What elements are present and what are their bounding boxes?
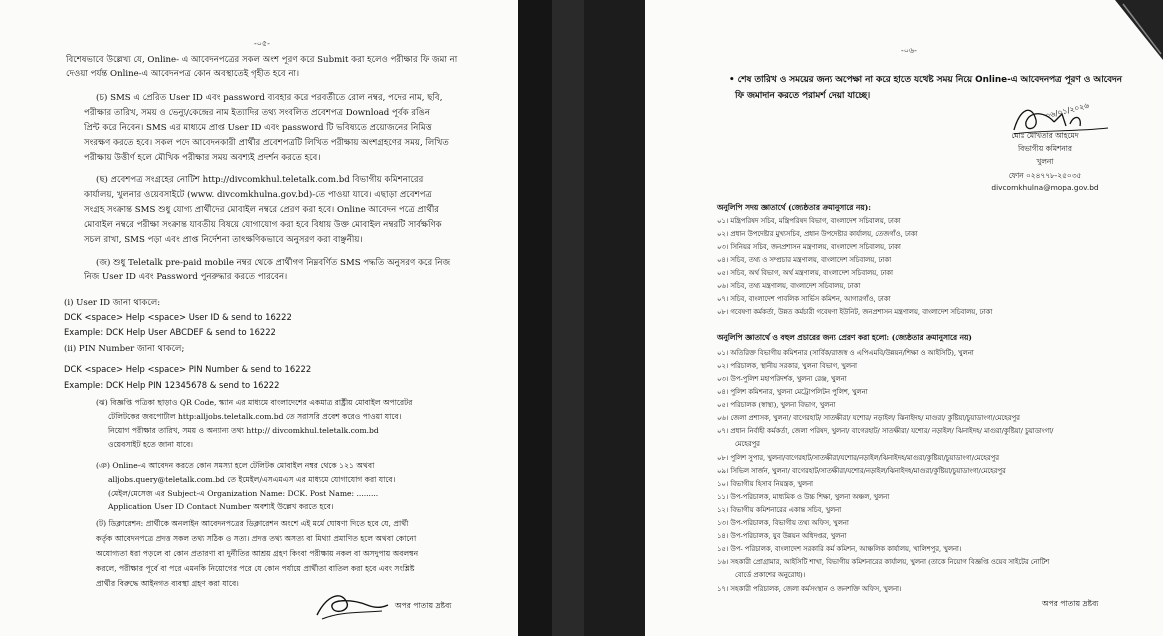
sms-heading: (i) User ID জানা থাকলে: xyxy=(64,298,161,308)
document-page-5 xyxy=(0,0,518,636)
list-item: ১৫। উপ- পরিচালক, বাংলাদেশ সরকারি কর্ম কমিশন, আঞ্চলিক কার্যালয়, খালিশপুর, খুলনা। xyxy=(717,545,962,553)
sms-example: Example: DCK Help User ABCDEF & send to 16222 xyxy=(64,327,276,337)
notice-line: ফি জমাদান করতে পরামর্শ দেয়া যাচ্ছে। xyxy=(735,91,871,101)
para-line: (ট) ডিক্লারেশন: প্রার্থীকে অনলাইন আবেদনপত্রের ডিক্লারেশন অংশে এই মর্মে ঘোষণা দিতে হবে যে, প্রার্থী xyxy=(96,519,409,528)
para-line: (জ) শুধু Teletalk pre-paid mobile নম্বর থেকে প্রার্থীগণ নিম্নবর্ণিত SMS পদ্ধতি অনুসরণ করে নিজ xyxy=(96,258,451,268)
sms-heading: (ii) PIN Number জানা থাকলে; xyxy=(64,344,185,354)
list-item: ১৩। উপ-পরিচালক, বিভাগীয় তথ্য অফিস, খুলনা xyxy=(717,519,849,527)
initial-signature xyxy=(312,585,392,625)
list-item: ০৩। উপ-পুলিশ মহাপরিদর্শক, খুলনা রেঞ্জ, খুলনা xyxy=(717,375,847,383)
intro-line-1: বিশেষভাবে উল্লেখ্য যে, Online- এ আবেদনপত্রের সকল অংশ পূরণ করে Submit করা হলেও পরীক্ষার ফি জমা না xyxy=(66,55,458,65)
list-item: ১৪। উপ-পরিচালক, যুব উন্নয়ন অধিদপ্তর, খুলনা xyxy=(717,532,847,540)
list-item: ০২। পরিচালক, স্থানীয় সরকার, খুলনা বিভাগ, খুলনা xyxy=(717,362,857,370)
para-line: নিজ User ID এবং Password পুনরুদ্ধার করতে পারবেন। xyxy=(84,272,288,282)
page-corner-fold xyxy=(1115,0,1163,60)
para-line: প্রিন্ট করে নিবেন। SMS এর মাধ্যমে প্রাপ্ত User ID এবং password টি ভবিষ্যতে প্রয়োজনের নিমিত্ত xyxy=(84,123,432,133)
para-line: Application User ID Contact Number অবশ্যই উল্লেখ করতে হবে। xyxy=(108,502,334,511)
list-item: ১২। বিভাগীয় কমিশনারের একান্ত সচিব, খুলনা xyxy=(717,506,842,514)
para-line: (ঞ) Online-এ আবেদন করতে কোন সমস্যা হলে টেলিটক মোবাইল নম্বর থেকে ১২১ অথবা xyxy=(96,461,375,470)
page-number: -০৫- xyxy=(254,39,270,48)
para-line: (ঝ) বিজ্ঞপ্তি পত্রিকা ছাড়াও QR Code, স্ক্যান এর মাধ্যমে বাংলাদেশের একমাত্র রাষ্ট্রীয় মোবাইল অপারেটর xyxy=(96,398,413,407)
list-item: ০৯। সিভিল সার্জন, খুলনা/ বাগেরহাট/সাতক্ষীরা/যশোর/নড়াইল/ঝিনাইদহ/মাগুরা/কুষ্টিয়া/চুয়াডাংগা/মেহেরপুর xyxy=(717,467,1006,475)
list-item: ১০। বিভাগীয় হিসাব নিয়ন্ত্রক, খুলনা xyxy=(717,480,814,488)
para-line: পরীক্ষায় উত্তীর্ণ হলে মৌখিক পরীক্ষার সময় অবশ্যই প্রদর্শন করতে হবে। xyxy=(84,153,321,163)
officer-location: খুলনা xyxy=(1036,157,1054,166)
sms-format: DCK <space> Help <space> PIN Number & send to 16222 xyxy=(64,364,312,374)
list-item-continuation: বোর্ডে প্রকাশের অনুরোধ)। xyxy=(735,571,806,579)
para-line: সচল রাখা, SMS পড়া এবং প্রাপ্ত নির্দেশনা তাৎক্ষণিকভাবে অনুসরণ করা বাঞ্ছনীয়। xyxy=(84,235,363,245)
para-line: পরীক্ষার তারিখ, সময় ও ভেন্যু/কেন্দ্রের নাম ইত্যাদির তথ্য সংবলিত প্রবেশপত্র Download পূর্বক রঙিন xyxy=(84,108,430,118)
signature-date: ০৬/০১/২০২৬ xyxy=(1044,100,1090,121)
list-item: ০৪। সচিব, তথ্য ও সম্প্রচার মন্ত্রণালয়, বাংলাদেশ সচিবালয়, ঢাকা xyxy=(717,256,892,264)
list-item: ০৭। প্রধান নির্বাহী কর্মকর্তা, জেলা পরিষদ, খুলনা/ বাগেরহাট/ সাতক্ষীরা/ যশোর/ নড়াইল/ ঝিনাইদহ/ মাগুরা/কুষ্টিয়া/ চুয়াডাংগা/ xyxy=(717,427,1054,435)
para-line: কার্যালয়, খুলনার ওয়েবসাইটে (www. divcomkhulna.gov.bd)-তে পাওয়া যাবে। এছাড়া প্রবেশপত্র xyxy=(84,190,432,200)
list-item: ০৬। জেলা প্রশাসক, খুলনা/ বাগেরহাট/ সাতক্ষীরা/ যশোর/ নড়াইল/ ঝিনাইদহ/ মাগুরা/ কুষ্টিয়া/চুয়াডাংগা/মেহেরপুর xyxy=(717,414,1020,422)
copy-action-heading: অনুলিপি জ্ঞাতার্থে ও বহুল প্রচারের জন্য প্রেরণ করা হলো: (জ্যেষ্ঠতার ক্রমানুসারে নয়) xyxy=(717,333,972,342)
list-item: ০৮। পুলিশ সুপার, খুলনা/বাগেরহাট/সাতক্ষীরা/যশোর/নড়াইল/ঝিনাইদহ/মাগুরা/কুষ্টিয়া/চুয়াডাংগা/মেহেরপুর xyxy=(717,454,999,462)
list-item: ০১। অতিরিক্ত বিভাগীয় কমিশনার (সার্বিক/রাজস্ব ও এপিএমবি/উন্নয়ন/শিক্ষা ও আইসিটি), খুলনা xyxy=(717,349,974,357)
list-item: ০৮। গবেষণা কর্মকর্তা, উন্নত কর্মচারী গবেষণা ইউনিট, জনপ্রশাসন মন্ত্রণালয়, বাংলাদেশ সচিবালয়, ঢাকা xyxy=(717,308,993,316)
para-line: টেলিটকের জবপোর্টাল http:alljobs.teletalk.com.bd তে সরাসরি প্রবেশ করেও পাওয়া যাবে। xyxy=(108,412,402,421)
document-page-6 xyxy=(645,0,1163,636)
para-line: কর্তৃক আবেদনপত্রে প্রদত্ত সকল তথ্য সঠিক ও সত্য। প্রদত্ত তথ্য অসত্য বা মিথ্যা প্রমাণিত হলে অথবা কোনো xyxy=(96,534,417,543)
para-line: সংরক্ষণ করতে হবে। সকল পদে আবেদনকারী প্রার্থীর প্রবেশপত্রটি লিখিত পরীক্ষায় অংশগ্রহণের সময়, লিখিত xyxy=(84,138,449,148)
officer-email: divcomkhulna@mopa.gov.bd xyxy=(991,183,1099,192)
page-number: -০৬- xyxy=(901,46,917,55)
list-item: ০৪। পুলিশ কমিশনার, খুলনা মেট্রোপলিটন পুলিশ, খুলনা xyxy=(717,388,868,396)
list-item: ০৫। পরিচালক (স্বাস্থ্য), খুলনা বিভাগ, খুলনা xyxy=(717,401,836,409)
list-item: ০৬। সচিব, তথ্য মন্ত্রণালয়, বাংলাদেশ সচিবালয়, ঢাকা xyxy=(717,282,861,290)
para-line: নিয়োগ পরীক্ষার তারিখ, সময় ও অন্যান্য তথ্য http:// divcomkhul.teletalk.com.bd xyxy=(108,426,379,435)
para-line: ওয়েবসাইট হতে জানা যাবে। xyxy=(108,440,193,449)
list-item: ১১। উপ-পরিচালক, মাধ্যমিক ও উচ্চ শিক্ষা, খুলনা অঞ্চল, খুলনা xyxy=(717,493,890,501)
list-item: ১৭। সহকারী পরিচালক, জেলা কর্মসংস্থান ও জনশক্তি অফিস, খুলনা। xyxy=(717,585,902,593)
para-line: (চ) SMS এ প্রেরিত User ID এবং password ব্যবহার করে পরবর্তীতে রোল নম্বর, পদের নাম, ছবি, xyxy=(96,93,443,103)
para-line: (ছ) প্রবেশপত্র সংগ্রহের নোটিশ http://divcomkhul.teletalk.com.bd বিভাগীয় কমিশনারের xyxy=(96,175,424,185)
page-turn-note: অপর পাতায় দ্রষ্টব্য xyxy=(1042,599,1099,608)
intro-line-2: দেওয়া পর্যন্ত Online-এ আবেদনপত্র কোন অবস্থাতেই গৃহীত হবে না। xyxy=(66,69,300,79)
para-line: (মেইল/মেসেজ এর Subject-এ Organization Name: DCK. Post Name: ......... xyxy=(108,489,379,498)
notice-line: • শেষ তারিখ ও সময়ের জন্য অপেক্ষা না করে হাতে যথেষ্ট সময় নিয়ে Online-এ আবেদনপত্র পূরণ ও আবেদন xyxy=(729,75,1122,85)
scan-gutter-right xyxy=(584,0,645,636)
copy-info-heading: অনুলিপি সদয় জ্ঞাতার্থে (জ্যেষ্ঠতার ক্রমানুসারে নয়): xyxy=(717,203,871,212)
list-item: ০৭। সচিব, বাংলাদেশ পাবলিক সার্ভিস কমিশন, আগারগাঁও, ঢাকা xyxy=(717,295,891,303)
scan-gutter-dark xyxy=(518,0,552,636)
list-item: ০৫। সচিব, অর্থ বিভাগ, অর্থ মন্ত্রণালয়, বাংলাদেশ সচিবালয়, ঢাকা xyxy=(717,269,894,277)
list-item: ০১। মন্ত্রিপরিষদ সচিব, মন্ত্রিপরিষদ বিভাগ, বাংলাদেশ সচিবালয়, ঢাকা xyxy=(717,217,901,225)
officer-phone: ফোন ০২৪৭৭৮-২৫০৩৫ xyxy=(1008,171,1082,180)
sms-format: DCK <space> Help <space> User ID & send to 16222 xyxy=(64,312,292,322)
list-item: ০৩। সিনিয়র সচিব, জনপ্রশাসন মন্ত্রণালয়, বাংলাদেশ সচিবালয়, ঢাকা xyxy=(717,243,901,251)
para-line: মোবাইল নম্বরে পরীক্ষা সংক্রান্ত যাবতীয় বিষয়ে যোগাযোগ করা হবে বিধায় উক্ত মোবাইল নম্বরটি সার্বক্ষণিক xyxy=(84,220,442,230)
sms-example: Example: DCK Help PIN 12345678 & send to 16222 xyxy=(64,380,280,390)
page-turn-note: অপর পাতায় দ্রষ্টব্য xyxy=(395,601,452,610)
para-line: অযোগ্যতা ধরা পড়লে বা কোন প্রতারণা বা দুর্নীতির আশ্রয় গ্রহণ কিংবা পরীক্ষায় নকল বা অসদুপায় অবলম্বন xyxy=(96,549,419,558)
list-item-continuation: মেহেরপুর xyxy=(735,440,760,448)
scan-gutter-mid xyxy=(552,0,584,636)
officer-title: বিভাগীয় কমিশনার xyxy=(1018,144,1072,153)
para-line: করলে, পরীক্ষার পূর্বে বা পরে এমনকি নিয়োগের পরে যে কোন পর্যায়ে প্রার্থীতা বাতিল করা হবে এবং সংশ্লিষ্ট xyxy=(96,564,415,573)
officer-name: মোঃ মোখতার আহমেদ xyxy=(1011,131,1079,140)
list-item: ১৬। সহকারী প্রোগ্রামার, আইসিটি শাখা, বিভাগীয় কমিশনারের কার্যালয়, খুলনা (তাকে নিয়োগ বিজ্ঞপ্তি ওয়েব সাইটের নোটিশ xyxy=(717,558,1050,566)
para-line: প্রার্থীর বিরুদ্ধে আইনগত ব্যবস্থা গ্রহণ করা যাবে। xyxy=(96,579,239,588)
para-line: সংগ্রহ সংক্রান্ত SMS শুধু যোগ্য প্রার্থীদের মোবাইল নম্বরে প্রেরণ করা হবে। Online আবেদন পত্রে প্রার্থীর xyxy=(84,205,440,215)
list-item: ০২। প্রধান উপদেষ্টার মুখ্যসচিব, প্রধান উপদেষ্টার কার্যালয়, তেজগাঁও, ঢাকা xyxy=(717,230,918,238)
para-line: alljobs.query@teletalk.com.bd তে ইমেইল/এসএমএস এর মাধ্যমে যোগাযোগ করা যাবে। xyxy=(108,475,396,484)
